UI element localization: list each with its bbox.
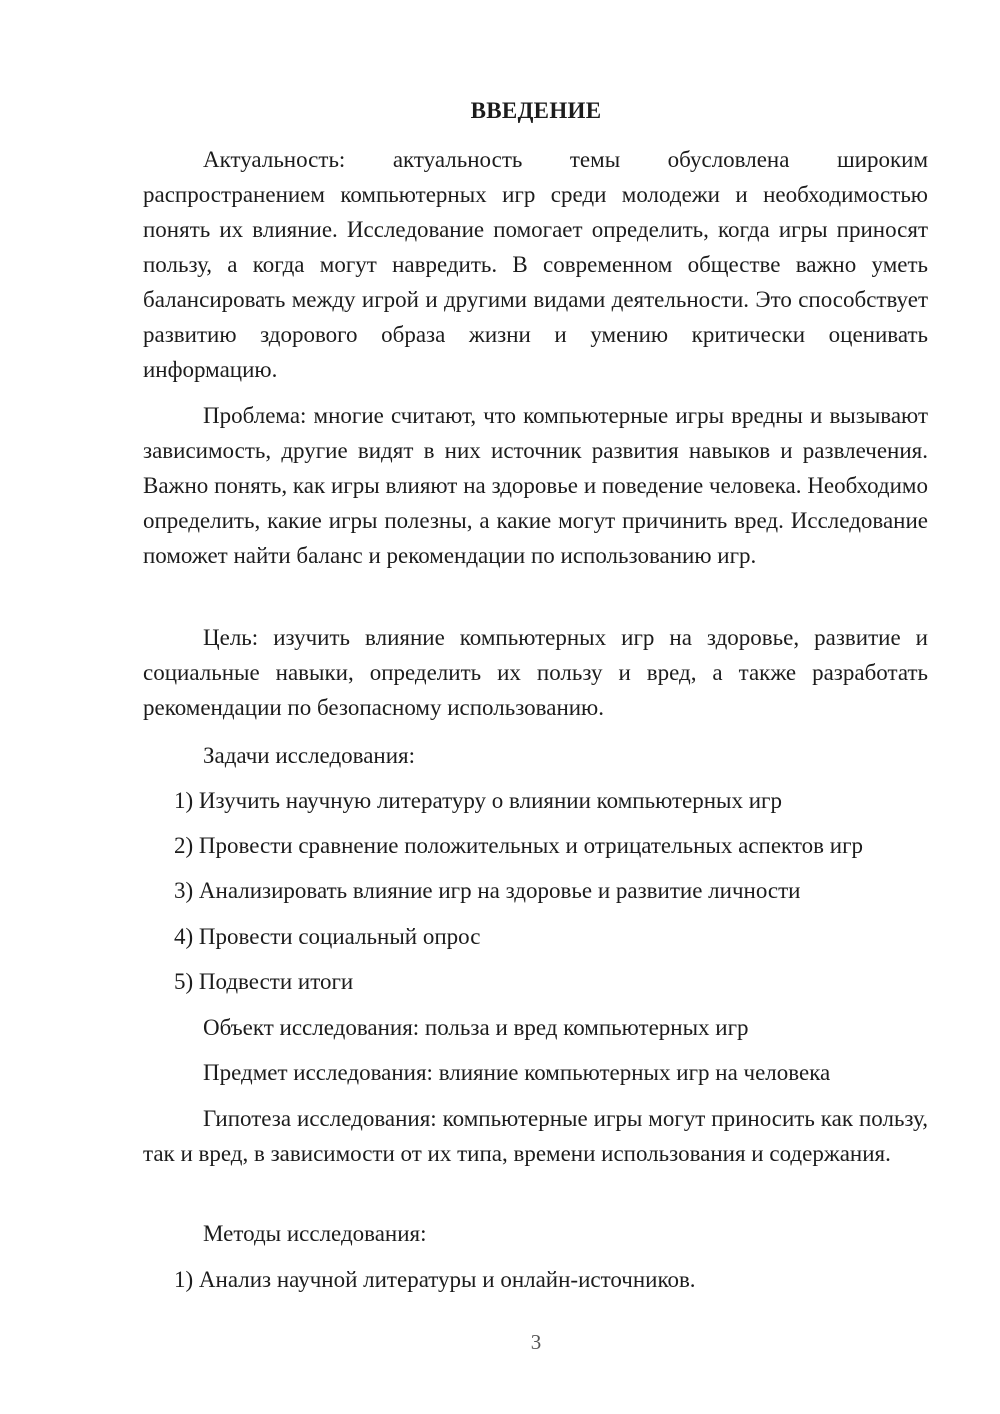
task-item: 2) Провести сравнение положительных и отрицательных аспектов игр xyxy=(174,833,864,858)
relevance-paragraph: Актуальность: актуальность темы обусловлена широким распространением компьютерных игр среди молодежи и необходимостью понять их влияние. Исследование помогает определить, когда игры приносят пользу, а когда могут навредить. В современном обществе важно уметь балансировать между игрой и другими видами деятельности. Это способствует развитию здорового образа жизни и умению критически оценивать информацию. xyxy=(143,147,928,382)
tasks-label: Задачи исследования: xyxy=(203,743,416,768)
goal-paragraph: Цель: изучить влияние компьютерных игр на здоровье, развитие и социальные навыки, определить их пользу и вред, а также разработать рекомендации по безопасному использованию. xyxy=(143,625,928,720)
methods-label: Методы исследования: xyxy=(203,1221,427,1246)
page-number: 3 xyxy=(530,1330,542,1354)
subject-line: Предмет исследования: влияние компьютерных игр на человека xyxy=(203,1060,831,1085)
page-title: ВВЕДЕНИЕ xyxy=(470,98,602,123)
problem-paragraph: Проблема: многие считают, что компьютерные игры вредны и вызывают зависимость, другие видят в них источник развития навыков и развлечения. Важно понять, как игры влияют на здоровье и поведение человека. Необходимо определить, какие игры полезны, а какие могут причинить вред. Исследование поможет найти баланс и рекомендации по использованию игр. xyxy=(143,403,928,568)
task-item: 3) Анализировать влияние игр на здоровье и развитие личности xyxy=(174,878,801,903)
task-item: 1) Изучить научную литературу о влиянии компьютерных игр xyxy=(174,788,782,813)
task-item: 5) Подвести итоги xyxy=(174,969,354,994)
task-item: 4) Провести социальный опрос xyxy=(174,924,481,949)
hypothesis-paragraph: Гипотеза исследования: компьютерные игры могут приносить как пользу, так и вред, в зависимости от их типа, времени использования и содержания. xyxy=(143,1106,928,1166)
object-line: Объект исследования: польза и вред компьютерных игр xyxy=(203,1015,749,1040)
method-item: 1) Анализ научной литературы и онлайн-источников. xyxy=(174,1267,696,1292)
